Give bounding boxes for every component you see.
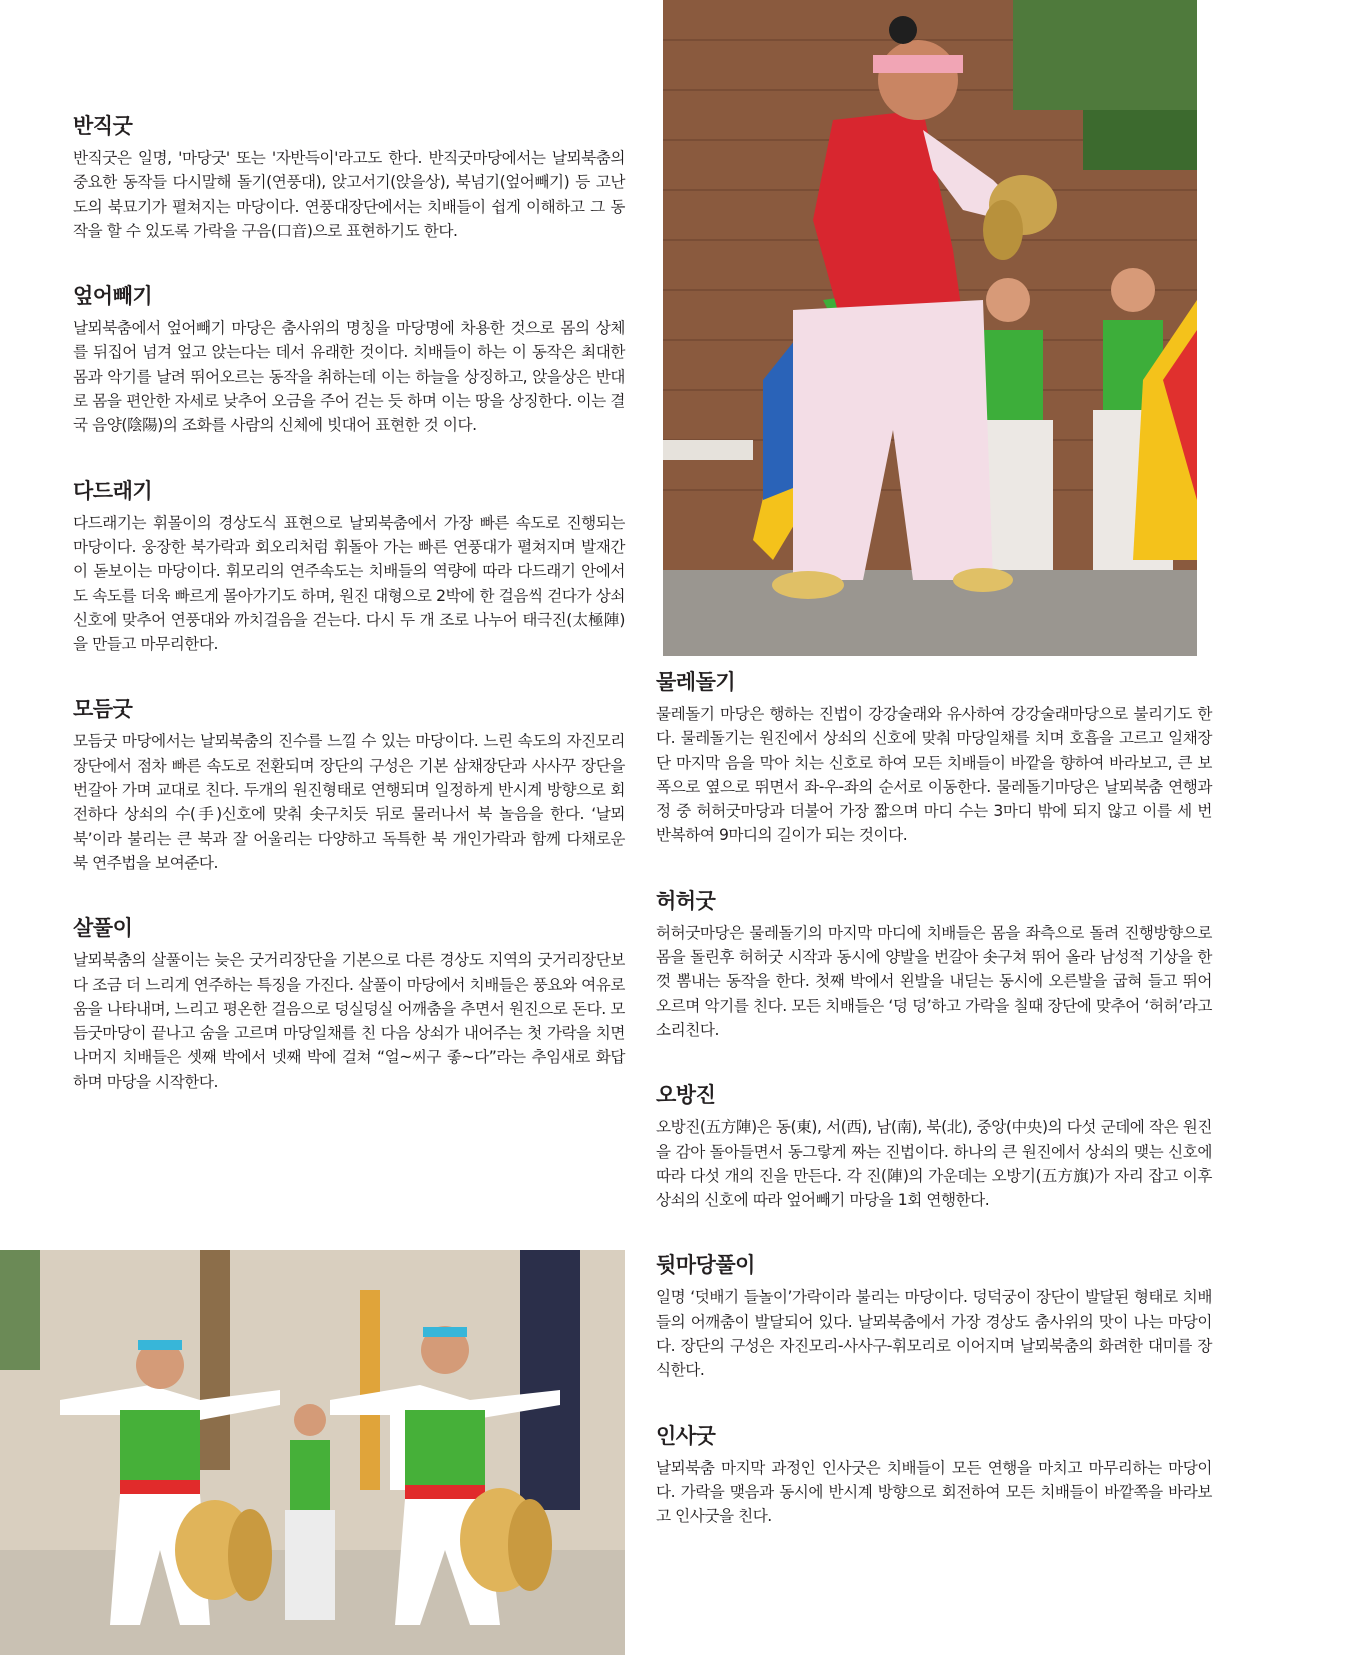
section-title: 인사굿 (656, 1423, 716, 1448)
photo-dancer-cymbals (663, 0, 1197, 656)
section-title: 물레돌기 (656, 670, 736, 694)
section-body: 반직굿은 일명, '마당굿' 또는 '자반득이'라고도 한다. 반직굿마당에서는 날뫼북춤의 중요한 동작들 다시말해 돌기(연풍대), 앉고서기(앉을상), 북넘기(엎어빼기) 등 고난도의 북묘기가 펼쳐지는 마당이다. 연풍대장단에서는 치배들이 쉽게 이해하고 그 동작을 할 수 있도록 가락을 구음(口音)으로 표현하기도 한다. (73, 149, 625, 240)
section-body: 날뫼북춤의 살풀이는 늦은 굿거리장단을 기본으로 다른 경상도 지역의 굿거리장단보다 조금 더 느리게 연주하는 특징을 가진다. 살풀이 마당에서 치배들은 풍요와 여유로움을 나타내며, 느리고 평온한 걸음으로 덩실덩실 어깨춤을 추면서 원진으로 돈다. 모듬굿마당이 끝나고 숨을 고르며 마당일채를 친 다음 상쇠가 내어주는 첫 가락을 치면 나머지 치배들은 셋째 박에서 넷째 박에 걸쳐 “얼~씨구 좋~다”라는 추임새로 화답하며 마당을 시작한다. (73, 951, 625, 1091)
section-body: 날뫼북춤 마지막 과정인 인사굿은 치배들이 모든 연행을 마치고 마무리하는 마당이다. 가락을 맺음과 동시에 반시계 방향으로 회전하여 모든 치배들이 바깥쪽을 바라보고 인사굿을 친다. (656, 1458, 1212, 1526)
drum-dancers-illustration (0, 1250, 625, 1655)
section-insagut (656, 1422, 1212, 1529)
section-body: 모듬굿 마당에서는 날뫼북춤의 진수를 느낄 수 있는 마당이다. 느린 속도의 자진모리장단에서 점차 빠른 속도로 전환되며 장단의 구성은 기본 삼채장단과 사사꾸 장단을 번갈아 가며 교대로 친다. 두개의 원진형태로 연행되며 일정하게 반시계 방향으로 회전하다 상쇠의 수(手)신호에 맞춰 솟구치듯 뒤로 물러나서 북 놀음을 한다. ‘날뫼북’이라 불리는 큰 북과 잘 어울리는 다양하고 독특한 북 개인가락과 함께 다채로운 북 연주법을 보여준다. (73, 732, 625, 872)
section-body: 오방진(五方陣)은 동(東), 서(西), 남(南), 북(北), 중앙(中央)의 다섯 군데에 작은 원진을 감아 돌아들면서 동그랗게 짜는 진법이다. 하나의 큰 원진에서 상쇠의 맺는 신호에 따라 다섯 개의 진을 만든다. 각 진(陣)의 가운데는 오방기(五方旗)가 자리 잡고 이후 상쇠의 신호에 따라 엎어빼기 마당을 1회 연행한다. (656, 1118, 1212, 1210)
section-body: 다드래기는 휘몰이의 경상도식 표현으로 날뫼북춤에서 가장 빠른 속도로 진행되는 마당이다. 웅장한 북가락과 회오리처럼 휘돌아 가는 빠른 연풍대가 펼쳐지며 발재간이 돋보이는 마당이다. 휘모리의 연주속도는 치배들의 역량에 따라 다드래기 안에서도 속도를 더욱 빠르게 몰아가기도 하며, 원진 대형으로 2박에 한 걸음씩 걷다가 상쇠 신호에 맞추어 연풍대와 까치걸음을 걷는다. 다시 두 개 조로 나누어 태극진(太極陣)을 만들고 마무리한다. (73, 513, 625, 654)
section-mulledolgi (656, 668, 1212, 848)
section-title: 뒷마당풀이 (656, 1253, 755, 1278)
section-body: 물레돌기 마당은 행하는 진법이 강강술래와 유사하여 강강술래마당으로 불리기도 한다. 물레돌기는 원진에서 상쇠의 신호에 맞춰 마당일채를 치며 호흡을 고르고 일채장단 마지막 음을 막아 치는 신호로 하여 모든 치배들이 바깥을 향하여 바라보고, 큰 보폭으로 옆으로 뛰면서 좌-우-좌의 순서로 이동한다. 물레돌기마당은 날뫼북춤 연행과정 중 허허굿마당과 더불어 가장 짧으며 마디 수는 3마디 밖에 되지 않고 이를 세 번 반복하여 9마디의 길이가 되는 것이다. (656, 705, 1212, 845)
section-modeumgut (73, 695, 625, 875)
section-dadeuraegi (73, 477, 625, 657)
section-eopeoppaegi (73, 282, 625, 437)
section-title: 살풀이 (73, 916, 133, 941)
section-title: 엎어빼기 (73, 284, 153, 309)
section-body: 일명 ‘덧배기 들놀이’가락이라 불리는 마당이다. 덩덕궁이 장단이 발달된 형태로 치배들의 어깨춤이 발달되어 있다. 날뫼북춤에서 가장 경상도 춤사위의 맛이 나는 마당이다. 장단의 구성은 자진모리-사사구-휘모리로 이어지며 날뫼북춤의 화려한 대미를 장식한다. (656, 1288, 1212, 1380)
section-salpuri (73, 914, 625, 1094)
right-column (656, 668, 1212, 1568)
section-title: 모듬굿 (73, 697, 133, 722)
section-body: 날뫼북춤에서 엎어빼기 마당은 춤사위의 명칭을 마당명에 차용한 것으로 몸의 상체를 뒤집어 넘겨 엎고 앉는다는 데서 유래한 것이다. 치배들이 하는 이 동작은 최대한 몸과 악기를 날려 뛰어오르는 동작을 취하는데 이는 하늘을 상징하고, 앉을상은 반대로 몸을 편안한 자세로 낮추어 오금을 주어 걷는 듯 하며 이는 땅을 상징한다. 이는 결국 음양(陰陽)의 조화를 사람의 신체에 빗대어 표현한 것 이다. (73, 319, 625, 435)
section-dwitmadangpuri (656, 1251, 1212, 1382)
section-title: 허허굿 (656, 888, 716, 913)
photo-drum-dancers (0, 1250, 625, 1655)
section-title: 반직굿 (73, 114, 133, 138)
section-title: 오방진 (656, 1083, 716, 1108)
section-body: 허허굿마당은 물레돌기의 마지막 마디에 치배들은 몸을 좌측으로 돌려 진행방향으로 몸을 돌린후 허허굿 시작과 동시에 양발을 번갈아 솟구쳐 뛰어 올라 남성적 기상을 한껏 뽐내는 동작을 한다. 첫째 박에서 왼발을 내딛는 동시에 오른발을 굽혀 들고 뛰어 오르며 악기를 친다. 모든 치배들은 ‘덩 덩’하고 가락을 칠때 장단에 맞추어 ‘허허’라고 소리친다. (656, 923, 1212, 1039)
section-heoheogut (656, 887, 1212, 1042)
section-title: 다드래기 (73, 478, 153, 503)
dancer-cymbals-illustration (663, 0, 1197, 656)
left-column (73, 112, 625, 1133)
section-banjikgut (73, 112, 625, 243)
section-obangjin (656, 1081, 1212, 1212)
